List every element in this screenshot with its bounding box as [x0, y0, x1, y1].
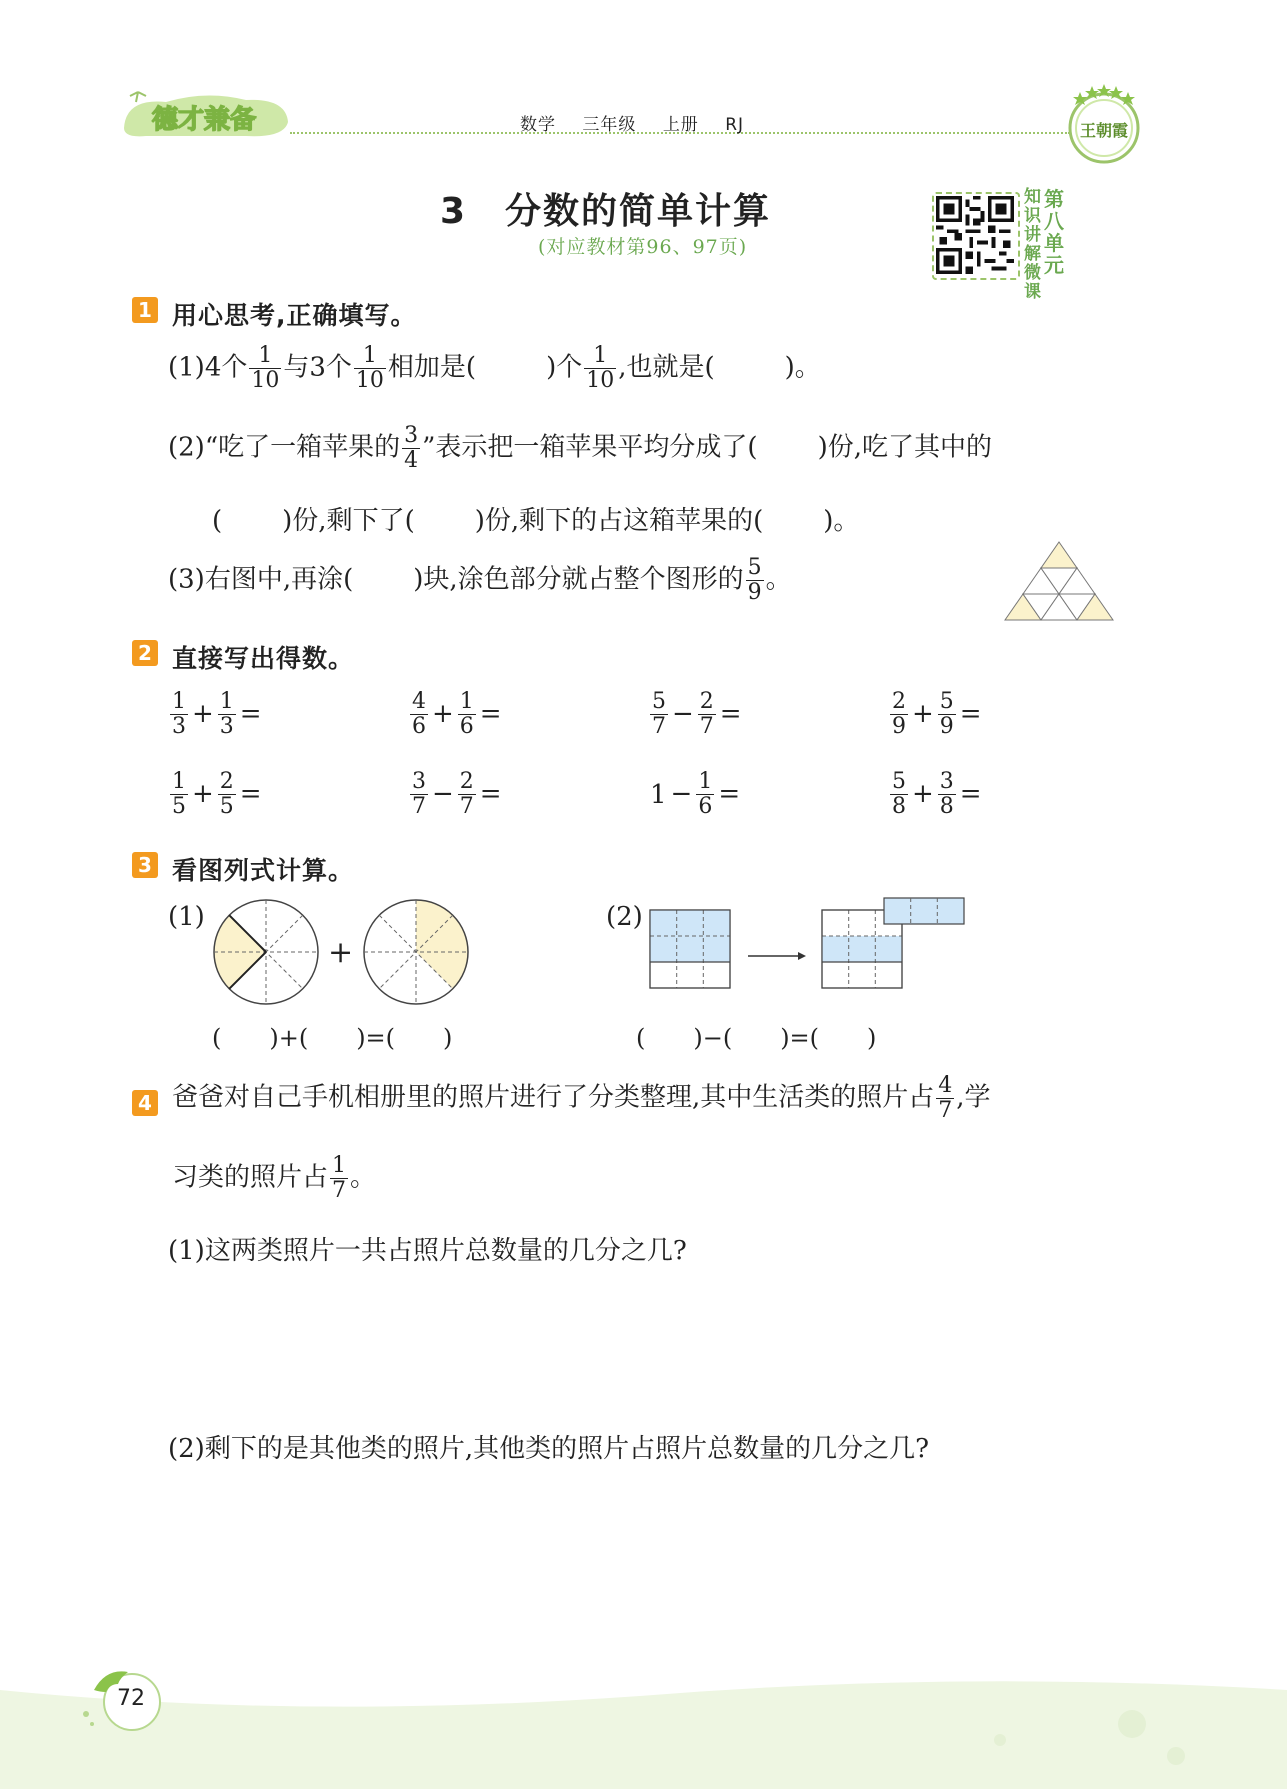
edition: RJ — [725, 115, 745, 135]
fraction: $\frac{1}{7}$ — [332, 1153, 347, 1203]
fraction: $\frac{1}{10}$ — [251, 343, 280, 393]
subject: 数学 — [520, 115, 556, 135]
question-3-badge: 3 — [132, 852, 158, 878]
rectangle-figures — [648, 896, 968, 990]
fraction: $\frac{5}{9}$ — [747, 555, 762, 605]
calc-item: $\frac{3}{7}$ − $\frac{2}{7}$ = — [412, 769, 502, 819]
logo-text: 德才兼备 — [152, 105, 257, 135]
q3-equation-2: ( )−( )=( ) — [636, 1024, 877, 1052]
q1-part2-cont: ( )份,剩下了( )份,剩下的占这箱苹果的( )。 — [212, 506, 860, 536]
volume: 上册 — [662, 115, 699, 135]
unit-label: 第八单元 — [1044, 187, 1064, 277]
calc-item: $\frac{1}{3}$ + $\frac{1}{3}$ = — [172, 689, 262, 739]
header-subject — [520, 110, 764, 135]
q3-part1-label: (1) — [168, 902, 205, 932]
fraction: $\frac{1}{10}$ — [586, 343, 615, 393]
grade: 三年级 — [582, 115, 637, 135]
calc-item: $\frac{4}{6}$ + $\frac{1}{6}$ = — [412, 689, 502, 739]
q3-equation-1: ( )+( )=( ) — [212, 1024, 453, 1052]
q4-sub2: (2)剩下的是其他类的照片,其他类的照片占照片总数量的几分之几? — [168, 1434, 930, 1464]
question-2-badge: 2 — [132, 640, 158, 666]
q4-sub1: (1)这两类照片一共占照片总数量的几分之几? — [168, 1236, 687, 1266]
question-1-badge: 1 — [132, 297, 158, 323]
calc-item: $\frac{2}{9}$ + $\frac{5}{9}$ = — [892, 689, 982, 739]
calc-item: 1 − $\frac{1}{6}$ = — [650, 769, 741, 819]
q1-part3: (3)右图中,再涂( )块,涂色部分就占整个图形的 $\frac{5}{9}$ 。 — [168, 555, 792, 605]
question-2-title: 直接写出得数。 — [172, 644, 355, 673]
q4-text-line2: 习类的照片占 $\frac{1}{7}$ 。 — [172, 1153, 377, 1203]
q1-part1: (1)4个 $\frac{1}{10}$ 与3个 $\frac{1}{10}$ 相加是( )个 $\frac{1}{10}$ ,也就是( )。 — [168, 343, 821, 393]
q3-part2-label: (2) — [606, 902, 643, 932]
calc-item: $\frac{5}{8}$ + $\frac{3}{8}$ = — [892, 769, 982, 819]
fraction: $\frac{3}{4}$ — [404, 423, 419, 473]
seal-text: 王朝霞 — [1079, 121, 1129, 140]
calc-item: $\frac{5}{7}$ − $\frac{2}{7}$ = — [652, 689, 742, 739]
question-1-title: 用心思考,正确填写。 — [172, 301, 417, 330]
page-subtitle: (对应教材第96、97页) — [538, 236, 748, 258]
footer-decoration — [0, 1660, 1287, 1789]
brand-seal — [1060, 78, 1148, 168]
circle-figure-right — [362, 898, 470, 1006]
page-title: 3 分数的简单计算 — [440, 191, 772, 232]
qr-label: 知识讲解微课 — [1024, 187, 1041, 302]
plus-sign: + — [328, 935, 354, 970]
qr-code[interactable] — [936, 196, 1014, 274]
fraction: $\frac{4}{7}$ — [938, 1073, 953, 1123]
page-number: 72 — [117, 1686, 145, 1711]
q4-text-line1: 爸爸对自己手机相册里的照片进行了分类整理,其中生活类的照片占 $\frac{4}{7}$ ,学 — [172, 1073, 991, 1123]
question-3-title: 看图列式计算。 — [172, 856, 355, 885]
question-4-badge: 4 — [132, 1090, 158, 1116]
q1-part2: (2)“吃了一箱苹果的 $\frac{3}{4}$ ”表示把一箱苹果平均分成了( )份,吃了其中的 — [168, 423, 992, 473]
circle-figure-left — [212, 898, 320, 1006]
triangle-figure — [1004, 540, 1114, 624]
fraction: $\frac{1}{10}$ — [355, 343, 384, 393]
book-logo — [116, 88, 294, 140]
calc-item: $\frac{1}{5}$ + $\frac{2}{5}$ = — [172, 769, 262, 819]
